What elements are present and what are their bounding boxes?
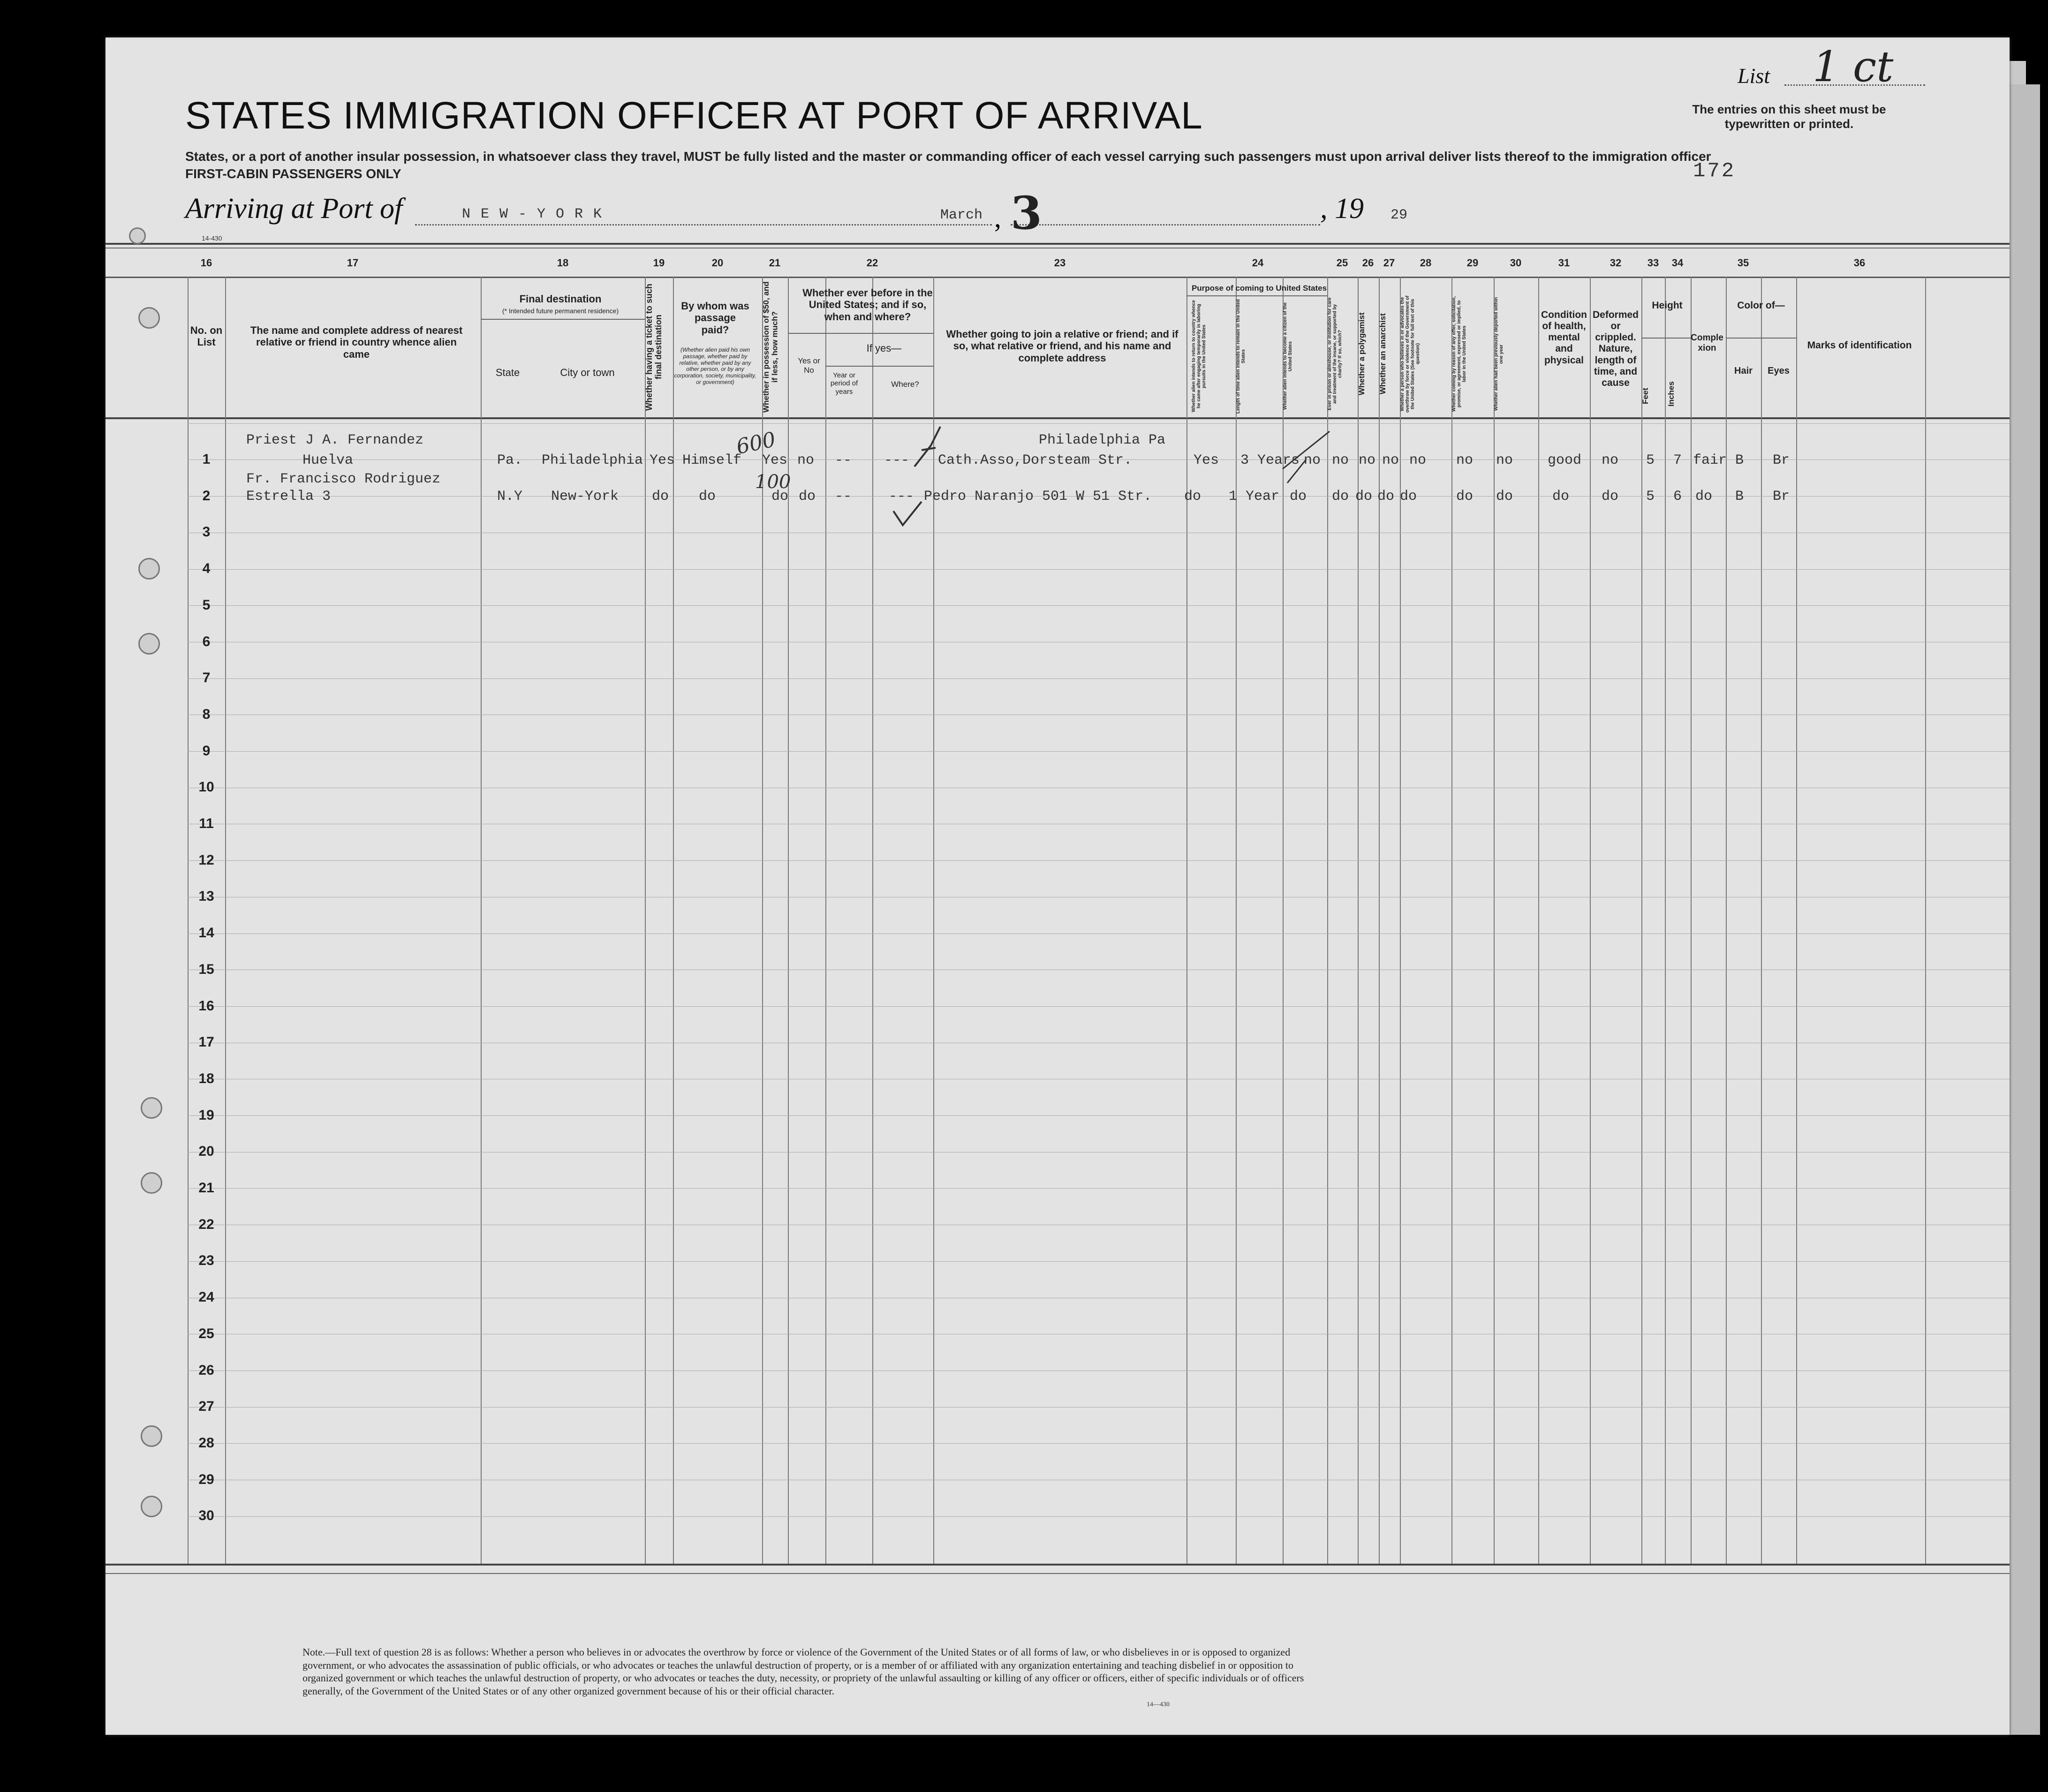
binder-hole [138, 307, 160, 329]
money-handwritten: 100 [755, 471, 791, 493]
purpose-length: 1 Year [1229, 489, 1280, 504]
row-number: 13 [198, 888, 214, 904]
height-feet: 5 [1646, 489, 1655, 504]
eyes: Br [1773, 452, 1790, 468]
row-number: 16 [198, 998, 214, 1014]
overthrow: no [1409, 452, 1427, 468]
before-year: -- [835, 489, 852, 504]
header-col25: Ever in prison or almshouse, or institution for care and treatment of the insane, or supported by charity? If so, which? [1327, 297, 1343, 411]
port-value: NEW-YORK [462, 206, 612, 222]
form-code: 14-430 [202, 234, 222, 242]
join-line2: Pedro Naranjo 501 W 51 Str. [924, 489, 1152, 504]
column-number: 25 [1336, 257, 1348, 269]
anarchist: no [1382, 452, 1399, 468]
header-col20-sub: (Whether alien paid his own passage, whether paid by relative, whether paid by any other person, or by any corporation, society, municipality, or government) [674, 346, 756, 385]
ticket: do [652, 489, 669, 504]
binder-hole [141, 1097, 162, 1119]
height-feet: 5 [1646, 452, 1655, 468]
purpose-length: 3 Years [1240, 452, 1300, 468]
header-col22-ifyes: If yes— [866, 342, 902, 354]
relative-address: Huelva [302, 452, 354, 468]
column-number: 26 [1362, 257, 1374, 269]
column-number: 32 [1610, 257, 1622, 269]
header-col29: Whether coming by reason of any offer, solicitation, promise, or agreement, expressed or implied, to labor in the United States [1451, 296, 1467, 412]
row-number: 8 [202, 706, 211, 722]
header-col32: Deformed or crippled. Nature, length of time, and cause [1592, 309, 1639, 388]
binder-hole [129, 227, 146, 244]
list-handwritten: 1 ct [1813, 42, 1894, 91]
header-col22-yesno: Yes or No [798, 356, 820, 375]
row-number: 23 [198, 1253, 214, 1269]
row-number: 3 [202, 524, 211, 540]
column-number: 20 [711, 257, 724, 269]
purpose-return: Yes [1194, 452, 1219, 468]
header-col30: Whether alien had been previously deported within one year [1494, 297, 1504, 411]
before-us: do [799, 489, 816, 504]
hair: B [1735, 452, 1744, 468]
row-number: 14 [198, 925, 214, 941]
row-number: 25 [198, 1325, 214, 1341]
header-col33-title: Height [1652, 300, 1683, 311]
sheet-number: 172 [1693, 159, 1736, 183]
polygamist: no [1359, 452, 1376, 468]
row-number: 7 [202, 670, 211, 686]
deformed: no [1602, 452, 1619, 468]
hair: B [1735, 489, 1744, 504]
footnote: Note.—Full text of question 28 is as follows: Whether a person who believes in or advocates the overthrow by force or violence of the Government of the United States or of all forms of law, or who disbelieves in or is opposed to organized government, or who advocates the assassination of public officials, or who advocates or teaches the unlawful destruction of property, or is a member of or affiliated with any organization entertaining and teaching disbelief in or opposition to organized government or which teaches the unlawful destruction of property, or who advocates or teaches the duty, necessity, or propriety of the unlawful assaulting or killing of any officer or officers, either of specific individuals or of officers generally, of the Government of the United States or of any other organized government because of his or their official character. [302, 1646, 1304, 1697]
deported: no [1496, 452, 1513, 468]
header-col20-title: By whom was passage paid? [681, 300, 749, 336]
relative-name: Priest J A. Fernandez [246, 432, 424, 448]
entries-note: The entries on this sheet must be typewritten or printed. [1692, 102, 1886, 131]
join-line1: Philadelphia Pa [1039, 432, 1166, 448]
complexion: fair [1693, 452, 1727, 468]
before-us: no [797, 452, 815, 468]
column-number: 36 [1853, 257, 1866, 269]
deported: do [1496, 489, 1513, 504]
money: do [771, 489, 789, 504]
height-inches: 7 [1673, 452, 1682, 468]
health: good [1548, 452, 1582, 468]
dest-state: N.Y [497, 489, 523, 504]
arriving-label: Arriving at Port of [185, 193, 403, 225]
row-number: 6 [202, 633, 211, 649]
header-col26: Whether a polygamist [1357, 312, 1366, 396]
money-handwritten: 600 [734, 427, 778, 459]
labor: do [1456, 489, 1474, 504]
column-number: 31 [1558, 257, 1570, 269]
year-suffix: 29 [1391, 207, 1408, 223]
header-col24-b: Length of time alien intends to remain in the United States [1236, 299, 1246, 414]
row-number: 21 [198, 1180, 214, 1196]
day-value: 3 [1011, 187, 1042, 240]
money: Yes [762, 452, 788, 468]
header-col16: No. on List [190, 324, 223, 348]
header-col24-title: Purpose of coming to United States [1191, 284, 1327, 293]
column-number: 16 [200, 257, 212, 269]
row-number: 11 [199, 816, 214, 831]
header-col24-a: Whether alien intends to return to country whence he came after engaging temporarily in laboring pursuits in the United States [1191, 300, 1207, 413]
complexion: do [1695, 489, 1713, 504]
row-number: 29 [198, 1471, 214, 1487]
row-number: 12 [198, 852, 214, 868]
row-number: 2 [202, 488, 211, 504]
row-number: 27 [198, 1399, 214, 1415]
row-number: 22 [198, 1216, 214, 1232]
column-number: 29 [1466, 257, 1479, 269]
dest-state: Pa. [497, 452, 523, 468]
column-number: 24 [1252, 257, 1264, 269]
header-col18-sub: (* Intended future permanent residence) [502, 307, 619, 315]
header-col17: The name and complete address of nearest relative or friend in country whence alien came [250, 324, 463, 360]
row-number: 26 [198, 1362, 214, 1378]
row-number: 24 [198, 1289, 214, 1305]
before-where: --- [884, 452, 910, 468]
binder-hole [138, 558, 160, 580]
row-number: 30 [198, 1508, 214, 1524]
column-number: 34 [1671, 257, 1684, 269]
health: do [1552, 489, 1570, 504]
footer-code: 14—430 [1147, 1701, 1170, 1708]
column-number: 23 [1054, 257, 1066, 269]
header-col21: Whether in possession of $50, and if less, how much? [762, 281, 779, 413]
row-number: 17 [198, 1034, 214, 1050]
header-col35-eyes: Eyes [1768, 366, 1790, 376]
header-col35-hair: Hair [1734, 366, 1753, 376]
before-year: -- [835, 452, 852, 468]
header-col22-year: Year or period of years [830, 371, 858, 396]
prison: no [1332, 452, 1349, 468]
header-col36: Marks of identification [1807, 340, 1912, 351]
column-number: 18 [557, 257, 569, 269]
row-number: 9 [202, 743, 211, 759]
column-number: 19 [653, 257, 665, 269]
column-number: 33 [1647, 257, 1659, 269]
binder-hole [141, 1172, 162, 1194]
before-where: --- [889, 489, 914, 504]
list-label: List [1738, 64, 1770, 88]
paid-by: Himself [682, 452, 742, 468]
header-col31: Condition of health, mental and physical [1541, 309, 1587, 366]
check-marks [106, 38, 2010, 600]
header-col22-where: Where? [891, 380, 919, 389]
column-number: 17 [347, 257, 359, 269]
paid-by: do [699, 489, 716, 504]
header-col19: Whether having a ticket to such final destination [644, 283, 663, 411]
row-number: 18 [198, 1070, 214, 1086]
purpose-citizen: no [1304, 452, 1321, 468]
cabin-class: FIRST-CABIN PASSENGERS ONLY [185, 166, 401, 181]
ticket: Yes [650, 452, 675, 468]
row-number: 28 [198, 1435, 214, 1451]
column-number: 28 [1420, 257, 1432, 269]
relative-address: Estrella 3 [246, 489, 331, 504]
polygamist: do [1355, 489, 1373, 504]
column-number: 21 [769, 257, 781, 269]
join-line2: Cath.Asso,Dorsteam Str. [938, 452, 1133, 468]
column-number: 22 [866, 257, 878, 269]
column-number: 35 [1737, 257, 1749, 269]
relative-name: Fr. Francisco Rodriguez [246, 471, 441, 487]
dest-city: New-York [551, 489, 619, 504]
labor: no [1456, 452, 1474, 468]
header-col34: Complexion [1691, 333, 1723, 353]
header-col27: Whether an anarchist [1378, 313, 1387, 395]
binder-hole [141, 1425, 162, 1447]
binder-hole [141, 1496, 162, 1517]
column-number: 30 [1510, 257, 1522, 269]
overthrow: do [1400, 489, 1417, 504]
header-col23: Whether going to join a relative or friend; and if so, what relative or friend, and his name and complete address [946, 328, 1179, 364]
header-col28: Whether a person who believes in or advocates the overthrow by force or violence of the Government of the United States (See footnote for full text of this question) [1400, 295, 1421, 413]
month-value: March [940, 207, 983, 223]
dest-city: Philadelphia [542, 452, 643, 468]
header-col22-title: Whether ever before in the United States; and if so, when and where? [802, 287, 933, 323]
deformed: do [1602, 489, 1619, 504]
year-prefix: , 19 [1320, 193, 1364, 225]
eyes: Br [1773, 489, 1790, 504]
header-col35-title: Color of— [1737, 300, 1785, 311]
purpose-citizen: do [1290, 489, 1307, 504]
header-col24-c: Whether alien intends to become a citizen of the United States [1283, 302, 1293, 410]
row-number: 1 [202, 452, 211, 467]
column-number: 27 [1383, 257, 1395, 269]
purpose-return: do [1184, 489, 1202, 504]
row-number: 19 [198, 1107, 214, 1123]
header-col33-inches: Inches [1667, 381, 1676, 407]
form-intro: States, or a port of another insular possession, in whatsoever class they travel, MUST be fully listed and the master or commanding officer of each vessel carrying such passengers must upon arrival deliver lists thereof to the immigration officer [185, 149, 1711, 164]
row-number: 5 [202, 597, 211, 613]
row-number: 4 [202, 561, 211, 577]
header-col18-state: State [495, 367, 520, 378]
anarchist: do [1377, 489, 1395, 504]
row-number: 20 [198, 1144, 214, 1160]
height-inches: 6 [1673, 489, 1682, 504]
header-col33-feet: Feet [1641, 388, 1650, 405]
manifest-sheet: List 1 ct The entries on this sheet must be typewritten or printed. 172 STATES IMMIGRATION OFFICER AT PORT OF ARRIVAL States, or a port of another insular possession, in whatsoever class they travel, MUST be fully listed and the master or commanding officer of each vessel carrying such passengers must upon arrival deliver lists thereof to the immigration officer FIRST-CABIN PASSENGERS ONLY Arriving at Port of NEW-YORK , March 3 , 19 29 14-430 16 17 18 19 20 21 22 23 24 25 26 27 28 29 30 31 32 33 34 35 36 No. on List The name and complete address of nearest relative or friend in country whence alien came Final destination (* Intended future permanent residence) State City or town Whether having a ticket to such final destination By whom was passage paid? (Whether alien paid his own passage, whether paid by relative, whether paid by any other person, or by any corporation, society, municipality, or government) Whether in possession of $50, and if less, how much? Whether ever before in the United States; and if so, when and where? If yes— Yes or No Year or period of years Where? Whether going to join a relative or friend; and if so, what relative or friend, and his name and complete address Purpose of coming to United States Whether alien intends to return to country whence he came after engaging temporarily in laboring pursuits in the United States Length of time alien intends to remain in the United States Whether alien intends to become a citizen of the United States Ever in prison or almshouse, or institution for care and treatment of the insane, or supported by charity? If so, which? Whether a polygamist Whether an anarchist Whether a person who believes in or advocates the overthrow by force or violence of the Government of the United States (See footnote for full text of this question) Whether coming by reason of any offer, solicitation, promise, or agreement, expressed or implied, to labor in the United States Whether alien had been previously deported within one year Condition of health, mental and physical Deformed or crippled. Nature, length of time, and cause Height Feet Inches Complexion Color of— Hair Eyes Marks of identification 1 2 3 4 5 6 7 8 9 10 11 12 13 14 15 16 17 18 19 20 21 22 23 24 25 26 27 28 29 30 Priest J A. Fernandez Huelva Pa. Philadelphia Yes Himself 600 Yes no -- --- Philadelphia Pa Cath.Asso,Dorsteam Str. Yes 3 Years no no no no no no no good no 5 7 fair B Br Fr. Francisco Rodriguez Estrella 3 N.Y New-York do do 100 do do -- --- Pedro Naranjo 501 W 51 Str. do 1 Year do do do do do do do do do 5 6 do B Br Note.—Full text of question 28 is as follows: Whether a person who believes in or advocates the overthrow by force or violence of the Government of the United States or of all forms of law, or who disbelieves in or is opposed to organized government, or who advocates the assassination of public officials, or who advocates or teaches the unlawful destruction of property, or is a member of or affiliated with any organization entertaining and teaching disbelief in or opposition to organized government or which teaches the unlawful destruction of property, or who advocates or teaches the duty, necessity, or propriety of the unlawful assaulting or killing of any officer or officers, either of specific individuals or of officers generally, of the Government of the United States or of any other organized government because of his or their official character. 14—430 [106, 38, 2010, 1735]
header-col18-title: Final destination [519, 293, 602, 305]
prison: do [1332, 489, 1349, 504]
header-col18-city: City or town [560, 367, 615, 378]
form-title: STATES IMMIGRATION OFFICER AT PORT OF ARRIVAL [185, 94, 1203, 137]
row-number: 15 [198, 961, 214, 977]
binder-hole [138, 633, 160, 655]
row-number: 10 [198, 779, 214, 795]
